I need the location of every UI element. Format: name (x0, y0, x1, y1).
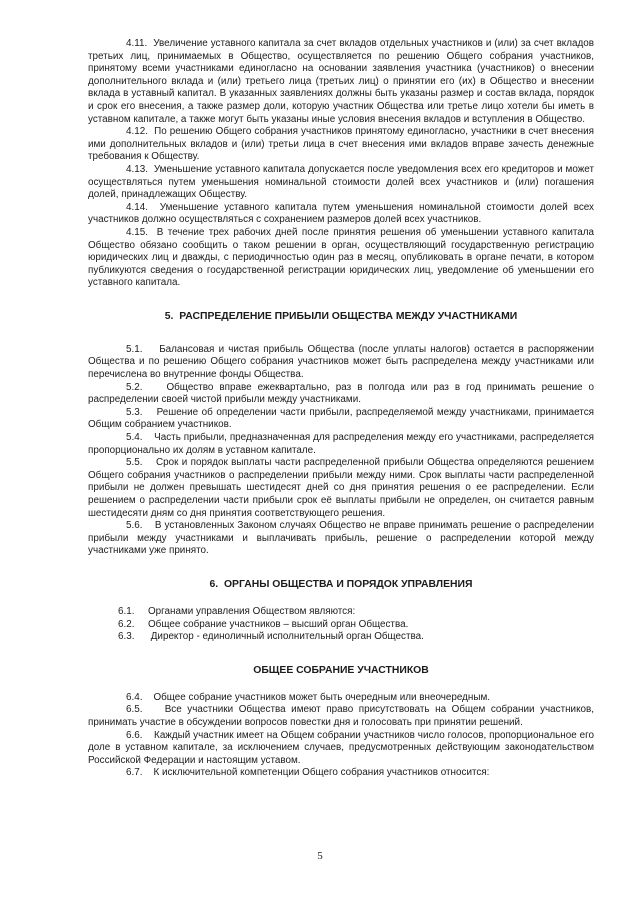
spacer (88, 558, 594, 578)
clause-4-15: 4.15. В течение трех рабочих дней после принятия решения об уменьшении уставного капитала Общество обязано сообщить о таком решении в орган, осуществляющий государственную регистрацию юридических лиц и дважды, с периодичностью один раз в месяц, опубликовать в органе печати, в котором публикуются сведения о государственной регистрации юридических лиц, уведомление об уменьшении его уставного капитала. (88, 226, 594, 289)
section-6-list (88, 606, 594, 644)
clause-4-11: 4.11. Увеличение уставного капитала за счет вкладов отдельных участников и (или) за счет вкладов третьих лиц, принимаемых в Общество, осуществляется по решению Общего собрания участников, принятому всеми участниками единогласно на основании заявления участника (участников) о внесении дополнительного вклада и (или) третьего лица (третьих лиц) о принятии его (их) в Общество и внесении вклада в уставный капитал. В указанных заявлениях должны быть указаны размер и состав вклада, порядок и срок его внесения, а также размер доли, которую участник Общества или третье лицо хотели бы иметь в уставном капитале, а также могут быть указаны иные условия внесения вкладов и вступления в Общество. (88, 38, 594, 125)
list-item-number: 6.3. (118, 631, 135, 643)
spacer (88, 678, 594, 692)
clause-4-13: 4.13. Уменьшение уставного капитала допускается после уведомления всех его кредиторов и может осуществляться путем уменьшения номинальной стоимости долей всех участников и (или) погашения долей, принадлежащих Обществу. (88, 163, 594, 201)
clause-6-5: 6.5. Все участники Общества имеют право присутствовать на Общем собрании участников, принимать участие в обсуждении вопросов повестки дня и голосовать при принятии решений. (88, 704, 594, 728)
clause-4-12: 4.12. По решению Общего собрания участников принятому единогласно, участники в счет внесения ими дополнительных вкладов и (или) третьи лица в счет внесения ими вкладов вправе зачесть денежные требования к Обществу. (88, 126, 594, 163)
page-number: 5 (317, 850, 323, 862)
list-item (88, 606, 594, 619)
clause-6-6: 6.6. Каждый участник имеет на Общем собрании участников число голосов, пропорциональное его доле в уставном капитале, за исключением случаев, предусмотренных действующим законодательством Российской Федерации и настоящим уставом. (88, 729, 594, 766)
list-item-text: Общее собрание участников – высший орган Общества. (148, 618, 409, 630)
clause-5-6: 5.6. В установленных Законом случаях Общество не вправе принимать решение о распределении прибыли между участниками и выплачивать прибыль, решение о распределении которой между участниками уже принято. (88, 520, 594, 557)
clause-5-2: 5.2. Общество вправе ежеквартально, раз в полгода или раз в год принимать решение о распределении своей чистой прибыли между участниками. (88, 381, 594, 406)
spacer (88, 592, 594, 606)
clause-4-14: 4.14. Уменьшение уставного капитала путем уменьшения номинальной стоимости долей всех участников должно осуществляться с сохранением размеров долей всех участников. (88, 201, 594, 226)
section-4-continuation (88, 38, 594, 290)
list-item-text: Директор - единоличный исполнительный орган Общества. (148, 631, 424, 643)
section-5-body (88, 344, 594, 558)
list-item (88, 619, 594, 632)
section-5-heading: 5. РАСПРЕДЕЛЕНИЕ ПРИБЫЛИ ОБЩЕСТВА МЕЖДУ УЧАСТНИКАМИ (164, 310, 518, 322)
list-item-number: 6.2. (118, 618, 135, 630)
spacer (88, 290, 594, 310)
clause-6-4: 6.4. Общее собрание участников может быть очередным или внеочередным. (126, 691, 490, 703)
clause-6-7: 6.7. К исключительной компетенции Общего собрания участников относится: (126, 767, 490, 779)
spacer (88, 324, 594, 344)
clause-5-3: 5.3. Решение об определении части прибыли, распределяемой между участниками, принимается Общим собранием участников. (88, 406, 594, 431)
clause-5-4: 5.4. Часть прибыли, предназначенная для распределения между его участниками, распределяется пропорционально их долям в уставном капитале. (88, 432, 594, 456)
general-meeting-heading: ОБЩЕЕ СОБРАНИЕ УЧАСТНИКОВ (253, 664, 429, 676)
section-6-heading: 6. ОРГАНЫ ОБЩЕСТВА И ПОРЯДОК УПРАВЛЕНИЯ (209, 578, 473, 590)
clause-5-5: 5.5. Срок и порядок выплаты части распределенной прибыли Общества определяются решением Общего собрания участников о распределении прибыли между ними. Срок выплаты части распределенной прибыли не должен превышать шестидесят дней со дня принятия решения о ее распределении. Если решением о распределении части прибыли срок её выплаты прибыли не определен, он считается равным шестидесяти дням со дня принятия соответствующего решения. (88, 457, 594, 519)
general-meeting-body (88, 692, 594, 780)
spacer (88, 644, 594, 664)
list-item-number: 6.1. (118, 605, 135, 617)
list-item (88, 631, 594, 644)
list-item-text: Органами управления Обществом являются: (148, 605, 356, 617)
clause-5-1: 5.1. Балансовая и чистая прибыль Общества (после уплаты налогов) остается в распоряжении Общества и по решению Общего собрания участников может быть распределена между участниками или перечислена во внутренние фонды Общества. (88, 343, 594, 381)
